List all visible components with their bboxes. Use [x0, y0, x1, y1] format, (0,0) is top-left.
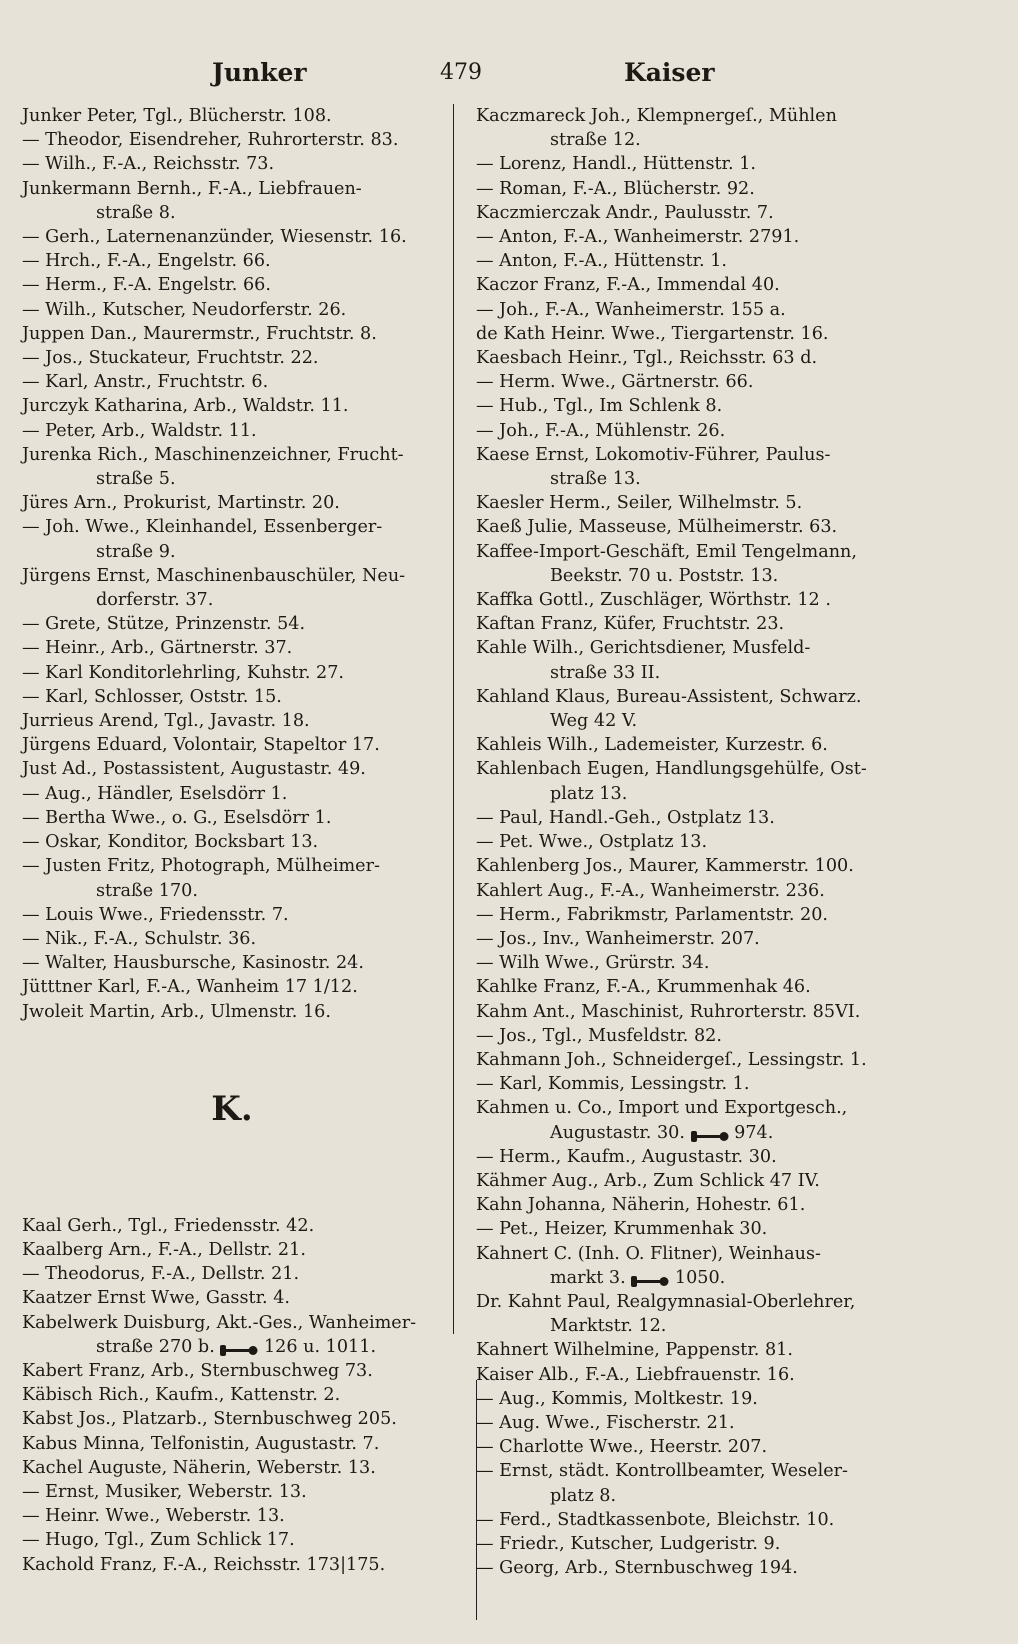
- entry: Kabus Minna, Telfonistin, Augustastr. 7.: [22, 1433, 380, 1454]
- entry: Kaese Ernst, Lokomotiv-Führer, Paulus-: [476, 444, 831, 465]
- entry: — Aug. Wwe., Fischerstr. 21.: [476, 1412, 735, 1433]
- entry: — Oskar, Konditor, Bocksbart 13.: [22, 832, 319, 853]
- entry: — Gerh., Laternenanzünder, Wiesenstr. 16.: [22, 227, 407, 248]
- entry: — Nik., F.-A., Schulstr. 36.: [22, 928, 257, 949]
- entry: Jurenka Rich., Maschinenzeichner, Frucht-: [22, 444, 404, 465]
- entry: Kahnert C. (Inh. O. Flitner), Weinhaus-: [476, 1243, 821, 1264]
- entry: Jütttner Karl, F.-A., Wanheim 17 1/12.: [22, 977, 358, 998]
- phone-number: 126 u. 1011.: [263, 1336, 377, 1357]
- entry: Kaczmareck Joh., Klempnergeſ., Mühlen: [476, 106, 837, 126]
- entry: Kaal Gerh., Tgl., Friedensstr. 42.: [22, 1215, 315, 1236]
- entry-continuation: straße 33 II.: [550, 662, 661, 683]
- entry: Kaatzer Ernst Wwe, Gasstr. 4.: [22, 1288, 291, 1309]
- entry: Kabert Franz, Arb., Sternbuschweg 73.: [22, 1360, 373, 1381]
- entry: — Walter, Hausbursche, Kasinostr. 24.: [22, 953, 364, 974]
- entry: — Peter, Arb., Waldstr. 11.: [22, 420, 257, 441]
- entry-text: Augustastr. 30.: [550, 1122, 685, 1143]
- header-right-keyword: Kaiser: [624, 58, 715, 87]
- entry: — Anton, F.-A., Wanheimerstr. 2791.: [476, 227, 800, 248]
- entry: — Hub., Tgl., Im Schlenk 8.: [476, 396, 723, 417]
- entry: — Anton, F.-A., Hüttenstr. 1.: [476, 251, 727, 272]
- entry: Kaczmierczak Andr., Paulusstr. 7.: [476, 202, 774, 223]
- entry: Kahland Klaus, Bureau-Assistent, Schwarz.: [476, 686, 862, 707]
- entry: — Ernst, Musiker, Weberstr. 13.: [22, 1481, 307, 1502]
- entry-continuation: straße 5.: [96, 469, 176, 490]
- entry-continuation: Beekstr. 70 u. Poststr. 13.: [550, 565, 779, 586]
- entry: — Pet., Heizer, Krummenhak 30.: [476, 1219, 768, 1240]
- entry: — Herm. Wwe., Gärtnerstr. 66.: [476, 372, 754, 393]
- entry-continuation: platz 8.: [550, 1485, 617, 1506]
- entry: — Lorenz, Handl., Hüttenstr. 1.: [476, 154, 757, 175]
- entry: — Paul, Handl.-Geh., Ostplatz 13.: [476, 807, 775, 828]
- entry: — Theodor, Eisendreher, Ruhrorterstr. 83.: [22, 130, 399, 151]
- entry: — Jos., Tgl., Musfeldstr. 82.: [476, 1025, 722, 1046]
- entry: — Charlotte Wwe., Heerstr. 207.: [476, 1437, 768, 1458]
- entry: — Friedr., Kutscher, Ludgeristr. 9.: [476, 1533, 781, 1554]
- entry-text: markt 3.: [550, 1267, 626, 1288]
- entry: — Pet. Wwe., Ostplatz 13.: [476, 832, 708, 853]
- entry: — Joh., F.-A., Wanheimerstr. 155 a.: [476, 299, 786, 320]
- entry-continuation: [476, 1266, 906, 1290]
- entry: Kaalberg Arn., F.-A., Dellstr. 21.: [22, 1239, 306, 1260]
- entry: — Bertha Wwe., o. G., Eselsdörr 1.: [22, 807, 332, 828]
- entry: — Jos., Stuckateur, Fruchtstr. 22.: [22, 348, 319, 369]
- entry: — Karl, Kommis, Lessingstr. 1.: [476, 1074, 750, 1095]
- entry: Kaesbach Heinr., Tgl., Reichsstr. 63 d.: [476, 348, 818, 369]
- entry: Kaeß Julie, Masseuse, Mülheimerstr. 63.: [476, 517, 838, 538]
- entry: — Joh. Wwe., Kleinhandel, Essenberger-: [22, 517, 383, 538]
- entry: — Georg, Arb., Sternbuschweg 194.: [476, 1558, 798, 1579]
- entry: Kahlert Aug., F.-A., Wanheimerstr. 236.: [476, 880, 825, 901]
- section-letter: K.: [211, 1088, 253, 1129]
- entry-continuation: platz 13.: [550, 783, 628, 804]
- entry: Kabelwerk Duisburg, Akt.-Ges., Wanheimer-: [22, 1312, 417, 1333]
- entry: — Wilh., Kutscher, Neudorferstr. 26.: [22, 299, 347, 320]
- entry: Jürgens Eduard, Volontair, Stapeltor 17.: [22, 735, 380, 756]
- entry: Junker Peter, Tgl., Blücherstr. 108.: [22, 106, 332, 126]
- right-column: [476, 104, 906, 1580]
- entry: — Justen Fritz, Photograph, Mülheimer-: [22, 856, 380, 877]
- entry: Kaesler Herm., Seiler, Wilhelmstr. 5.: [476, 493, 803, 514]
- entry: Kaftan Franz, Küfer, Fruchtstr. 23.: [476, 614, 785, 635]
- page-header: [0, 52, 1018, 92]
- entry: — Hrch., F.-A., Engelstr. 66.: [22, 251, 271, 272]
- entry: Kahm Ant., Maschinist, Ruhrorterstr. 85VI.: [476, 1001, 861, 1022]
- entry: Kaczor Franz, F.-A., Immendal 40.: [476, 275, 780, 296]
- entry: — Herm., Kaufm., Augustastr. 30.: [476, 1146, 777, 1167]
- entry: — Aug., Händler, Eselsdörr 1.: [22, 783, 288, 804]
- phone-number: 974.: [734, 1122, 774, 1143]
- entry: Jüres Arn., Prokurist, Martinstr. 20.: [22, 493, 340, 514]
- entry: Kahmen u. Co., Import und Exportgesch.,: [476, 1098, 848, 1119]
- left-column: [22, 104, 442, 1577]
- entry-continuation: [22, 1335, 442, 1359]
- header-left-keyword: Junker: [212, 58, 307, 87]
- entry: Kahlke Franz, F.-A., Krummenhak 46.: [476, 977, 811, 998]
- entry: Kachold Franz, F.-A., Reichsstr. 173|175.: [22, 1554, 386, 1575]
- entry: — Roman, F.-A., Blücherstr. 92.: [476, 178, 755, 199]
- entry: — Wilh Wwe., Grürstr. 34.: [476, 953, 710, 974]
- entry: Kahlenberg Jos., Maurer, Kammerstr. 100.: [476, 856, 854, 877]
- entry-continuation: [476, 1121, 906, 1145]
- entry-text: straße 270 b.: [96, 1336, 215, 1357]
- telephone-icon: [691, 1126, 729, 1139]
- entry: Kachel Auguste, Näherin, Weberstr. 13.: [22, 1457, 376, 1478]
- entry-continuation: straße 170.: [96, 880, 198, 901]
- entry: Just Ad., Postassistent, Augustastr. 49.: [22, 759, 366, 780]
- entry-continuation: Marktstr. 12.: [550, 1316, 667, 1337]
- entry: — Karl, Schlosser, Oststr. 15.: [22, 686, 282, 707]
- entry: Kahnert Wilhelmine, Pappenstr. 81.: [476, 1340, 793, 1361]
- column-divider: [453, 104, 454, 1334]
- entry: Kaffka Gottl., Zuschläger, Wörthstr. 12 .: [476, 590, 831, 611]
- entry: — Jos., Inv., Wanheimerstr. 207.: [476, 928, 760, 949]
- entry: — Theodorus, F.-A., Dellstr. 21.: [22, 1264, 300, 1285]
- telephone-icon: [631, 1271, 669, 1284]
- entry-continuation: straße 13.: [550, 469, 641, 490]
- entry: Kahlenbach Eugen, Handlungsgehülfe, Ost-: [476, 759, 867, 780]
- entry: Juppen Dan., Maurermstr., Fruchtstr. 8.: [22, 323, 377, 344]
- entry: Jürgens Ernst, Maschinenbauschüler, Neu-: [22, 565, 406, 586]
- entry: — Wilh., F.-A., Reichsstr. 73.: [22, 154, 275, 175]
- entry: Kaiser Alb., F.-A., Liebfrauenstr. 16.: [476, 1364, 795, 1385]
- entry: — Hugo, Tgl., Zum Schlick 17.: [22, 1530, 295, 1551]
- entry: — Joh., F.-A., Mühlenstr. 26.: [476, 420, 726, 441]
- entry: Kahn Johanna, Näherin, Hohestr. 61.: [476, 1195, 806, 1216]
- entry-continuation: dorferstr. 37.: [96, 590, 214, 611]
- entry: Kabst Jos., Platzarb., Sternbuschweg 205.: [22, 1409, 397, 1430]
- entry: Kahmann Joh., Schneidergeſ., Lessingstr. 1.: [476, 1049, 867, 1070]
- entry: — Ferd., Stadtkassenbote, Bleichstr. 10.: [476, 1509, 835, 1530]
- entry: de Kath Heinr. Wwe., Tiergartenstr. 16.: [476, 323, 829, 344]
- entry: — Herm., F.-A. Engelstr. 66.: [22, 275, 271, 296]
- entry: Kahle Wilh., Gerichtsdiener, Musfeld-: [476, 638, 811, 659]
- phone-number: 1050.: [674, 1267, 726, 1288]
- entry: Kaffee-Import-Geschäft, Emil Tengelmann,: [476, 541, 857, 562]
- entry-continuation: Weg 42 V.: [550, 711, 638, 732]
- entry: — Karl, Anstr., Fruchtstr. 6.: [22, 372, 269, 393]
- page-number: 479: [440, 60, 482, 85]
- entry-continuation: straße 12.: [550, 130, 641, 151]
- telephone-icon: [220, 1340, 258, 1353]
- entry-continuation: straße 8.: [96, 202, 176, 223]
- entry: — Heinr. Wwe., Weberstr. 13.: [22, 1506, 285, 1527]
- entry: Kahleis Wilh., Lademeister, Kurzestr. 6.: [476, 735, 828, 756]
- entry: Dr. Kahnt Paul, Realgymnasial-Oberlehrer,: [476, 1291, 856, 1312]
- entry: Jwoleit Martin, Arb., Ulmenstr. 16.: [22, 1001, 331, 1022]
- entry: — Karl Konditorlehrling, Kuhstr. 27.: [22, 662, 344, 683]
- entry: — Heinr., Arb., Gärtnerstr. 37.: [22, 638, 293, 659]
- entry: Käbisch Rich., Kaufm., Kattenstr. 2.: [22, 1385, 341, 1406]
- entry: Kähmer Aug., Arb., Zum Schlick 47 IV.: [476, 1170, 820, 1191]
- entry: — Louis Wwe., Friedensstr. 7.: [22, 904, 289, 925]
- entry: Jurrieus Arend, Tgl., Javastr. 18.: [22, 711, 310, 732]
- entry: Junkermann Bernh., F.-A., Liebfrauen-: [22, 178, 362, 199]
- entry-continuation: straße 9.: [96, 541, 176, 562]
- entry: — Ernst, städt. Kontrollbeamter, Weseler-: [476, 1461, 848, 1482]
- entry: — Herm., Fabrikmstr, Parlamentstr. 20.: [476, 904, 829, 925]
- entry: — Grete, Stütze, Prinzenstr. 54.: [22, 614, 306, 635]
- entry: Jurczyk Katharina, Arb., Waldstr. 11.: [22, 396, 349, 417]
- entry: — Aug., Kommis, Moltkestr. 19.: [476, 1388, 758, 1409]
